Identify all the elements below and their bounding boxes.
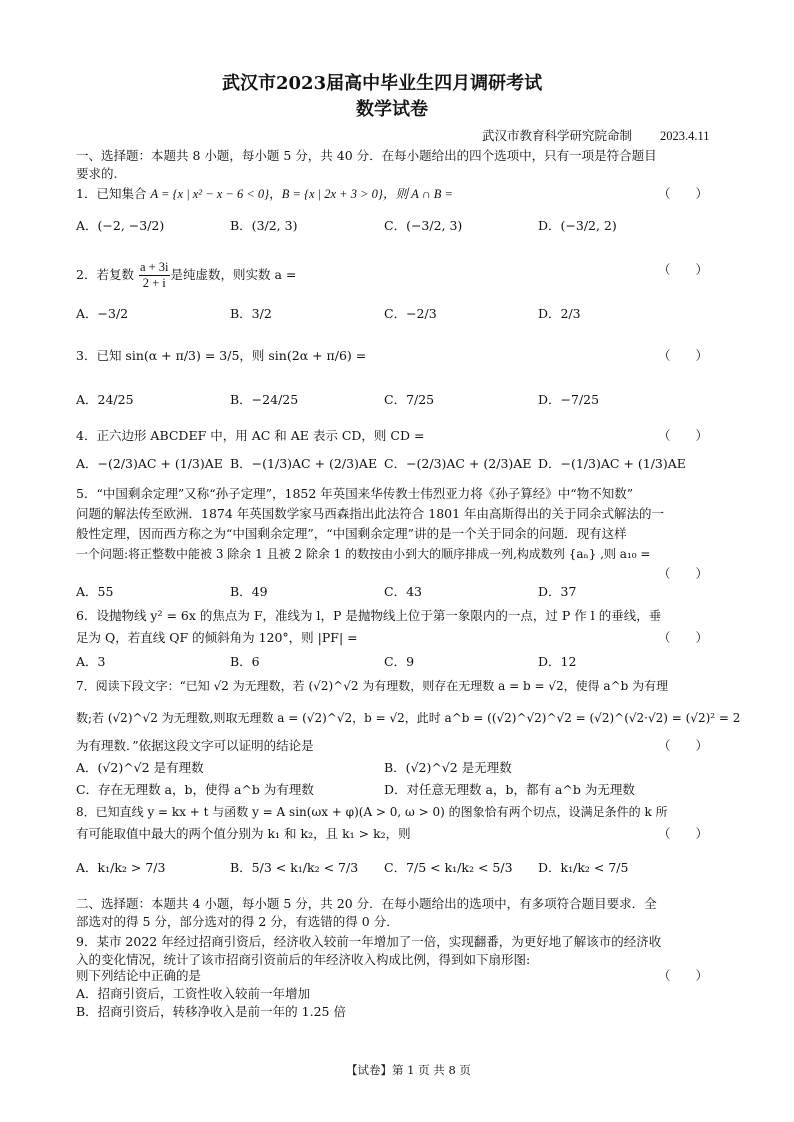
exam-date: 2023.4.11	[660, 129, 710, 143]
q7-option-c[interactable]: C．存在无理数 a，b，使得 a^b 为有理数	[76, 782, 314, 797]
answer-bracket[interactable]: （ ）	[658, 262, 709, 277]
section2-instruction-cont: 部选对的得 5 分，部分选对的得 2 分，有选错的得 0 分．	[76, 914, 399, 929]
q3-option-a[interactable]: A．24/25	[76, 392, 134, 407]
q9-option-a[interactable]: A．招商引资后，工资性收入较前一年增加	[76, 986, 311, 1001]
q3-option-b[interactable]: B．−24/25	[230, 392, 299, 407]
answer-bracket[interactable]: （ ）	[658, 630, 709, 645]
q3-option-c[interactable]: C．7/25	[384, 392, 435, 407]
q2-text-post: 是纯虚数，则实数 a =	[170, 267, 297, 282]
q1-stem: 1．已知集合 A = {x | x² − x − 6 < 0}，B = {x | 2x + 3 > 0}，则 A ∩ B =	[76, 186, 453, 201]
q7-option-a[interactable]: A．(√2)^√2 是有理数	[76, 760, 204, 775]
q5-option-b[interactable]: B．49	[230, 584, 268, 599]
page-subtitle: 数学试卷	[356, 99, 428, 120]
section1-instruction-cont: 要求的.	[76, 166, 118, 181]
q9-option-b[interactable]: B．招商引资后，转移净收入是前一年的 1.25 倍	[76, 1004, 346, 1019]
q2-stem	[76, 260, 296, 291]
q7-option-d[interactable]: D．对任意无理数 a，b，都有 a^b 为无理数	[384, 782, 635, 797]
section2-instruction: 二、选择题：本题共 4 小题，每小题 5 分，共 20 分．在每小题给出的选项中，有多项符合题目要求．全	[76, 896, 657, 911]
q6-line2: 足为 Q，若直线 QF 的倾斜角为 120°，则 |PF| =	[76, 630, 358, 645]
q1-option-c[interactable]: C．(−3/2, 3)	[384, 218, 463, 233]
answer-bracket[interactable]: （ ）	[658, 826, 709, 841]
q8-line2: 有可能取值中最大的两个值分别为 k₁ 和 k₂，且 k₁ > k₂，则	[76, 826, 411, 841]
q9-stem	[76, 934, 661, 950]
q6-option-d[interactable]: D．12	[538, 654, 577, 669]
q8-option-d[interactable]: D．k₁/k₂ < 7/5	[538, 860, 629, 875]
q2-numerator: a + 3i	[139, 260, 169, 274]
answer-bracket[interactable]: （ ）	[658, 186, 709, 201]
q8-option-c[interactable]: C．7/5 < k₁/k₂ < 5/3	[384, 860, 513, 875]
q2-fraction	[139, 260, 170, 291]
q4-option-d[interactable]: D．−(1/3)AC + (1/3)AE	[538, 456, 686, 471]
q2-number: 2．	[76, 267, 97, 282]
issuer: 武汉市教育科学研究院命制	[482, 128, 633, 143]
section1-instruction: 一、选择题：本题共 8 小题，每小题 5 分，共 40 分．在每小题给出的四个选项中，只有一项是符合题目	[76, 148, 657, 163]
q4-number: 4．	[76, 428, 97, 443]
answer-bracket[interactable]: （ ）	[658, 968, 709, 983]
q5-option-a[interactable]: A．55	[76, 584, 114, 599]
q1-text: 已知集合	[96, 186, 147, 201]
q4-option-a[interactable]: A．−(2/3)AC + (1/3)AE	[76, 456, 223, 471]
q6-number: 6．	[76, 608, 97, 623]
q2-option-b[interactable]: B．3/2	[230, 306, 272, 321]
q8-option-a[interactable]: A．k₁/k₂ > 7/3	[76, 860, 166, 875]
q4-option-b[interactable]: B．−(1/3)AC + (2/3)AE	[230, 456, 378, 471]
q8-option-b[interactable]: B．5/3 < k₁/k₂ < 7/3	[230, 860, 359, 875]
q6-option-c[interactable]: C．9	[384, 654, 415, 669]
q9-number: 9．	[76, 934, 97, 949]
q7-line2: 数;若 (√2)^√2 为无理数,则取无理数 a = (√2)^√2，b = √2，此时 a^b = ((√2)^√2)^√2 = (√2)^(√2·√2) = (√2)² = 2	[76, 711, 741, 725]
q1-option-b[interactable]: B．(3/2, 3)	[230, 218, 298, 233]
q2-option-a[interactable]: A．−3/2	[76, 306, 129, 321]
q5-number: 5．	[76, 486, 97, 501]
q3-option-d[interactable]: D．−7/25	[538, 392, 600, 407]
q1-option-a[interactable]: A．(−2, −3/2)	[76, 218, 165, 233]
q2-denominator: 2 + i	[142, 276, 166, 290]
q7-stem	[76, 678, 668, 694]
q1-set-b: B = {x | 2x + 3 > 0}	[281, 187, 383, 201]
q6-option-a[interactable]: A．3	[76, 654, 106, 669]
q1-option-d[interactable]: D．(−3/2, 2)	[538, 218, 617, 233]
q1-number: 1．	[76, 186, 97, 201]
page-footer: 【试卷】第 1 页 共 8 页	[346, 1063, 471, 1077]
q9-line3: 则下列结论中正确的是	[76, 968, 202, 983]
q7-text: 阅读下段文字：“已知 √2 为无理数，若 (√2)^√2 为有理数，则存在无理数 a = b = √2，使得 a^b 为有理	[95, 679, 669, 693]
answer-bracket[interactable]: （ ）	[658, 738, 709, 753]
q8-number: 8．	[76, 805, 96, 819]
q2-text: 若复数	[96, 267, 134, 282]
q1-intersection: ，则 A ∩ B =	[382, 187, 453, 201]
q8-stem	[76, 804, 668, 820]
q8-text: 已知直线 y = kx + t 与函数 y = A sin(ωx + φ)(A > 0, ω > 0) 的图象恰有两个切点，设满足条件的 k 所	[95, 805, 668, 819]
q5-option-c[interactable]: C．43	[384, 584, 422, 599]
q9-line2: 入的变化情况，统计了该市招商引资前后的年经济收入构成比例，得到如下扇形图:	[76, 952, 531, 967]
q9-text: 某市 2022 年经过招商引资后，经济收入较前一年增加了一倍，实现翻番，为更好地了解该市的经济收	[96, 934, 662, 949]
q4-text: 正六边形 ABCDEF 中，用 AC 和 AE 表示 CD，则 CD =	[96, 428, 425, 443]
page-title: 武汉市2023届高中毕业生四月调研考试	[222, 73, 543, 94]
q4-option-c[interactable]: C．−(2/3)AC + (2/3)AE	[384, 456, 532, 471]
q3-number: 3．	[76, 348, 97, 363]
q4-stem	[76, 428, 424, 444]
q1-set-a: A = {x | x² − x − 6 < 0}	[150, 187, 270, 201]
q6-option-b[interactable]: B．6	[230, 654, 260, 669]
q6-text: 设抛物线 y² = 6x 的焦点为 F，准线为 l，P 是抛物线上位于第一象限内的一点，过 P 作 l 的垂线，垂	[96, 608, 662, 623]
q5-line2: 问题的解法传至欧洲．1874 年英国数学家马西森指出此法符合 1801 年由高斯得出的关于同余式解法的一	[76, 506, 665, 521]
answer-bracket[interactable]: （ ）	[658, 428, 709, 443]
q5-option-d[interactable]: D．37	[538, 584, 577, 599]
q5-line4: 一个问题:将正整数中能被 3 除余 1 且被 2 除余 1 的数按由小到大的顺序排成一列,构成数列 {aₙ} ,则 a₁₀ =	[76, 547, 651, 561]
q3-stem	[76, 348, 366, 364]
q2-option-d[interactable]: D．2/3	[538, 306, 581, 321]
q7-line3: 为有理数．”依据这段文字可以证明的结论是	[76, 738, 314, 753]
q5-line3: 般性定理，因而西方称之为“中国剩余定理”，“中国剩余定理”讲的是一个关于同余的问题．现有这样	[76, 526, 627, 541]
q6-stem	[76, 608, 661, 624]
answer-bracket[interactable]: （ ）	[658, 348, 709, 363]
q3-text: 已知 sin(α + π/3) = 3/5，则 sin(2α + π/6) =	[96, 348, 367, 363]
q7-option-b[interactable]: B．(√2)^√2 是无理数	[384, 760, 512, 775]
answer-bracket[interactable]: （ ）	[658, 566, 709, 581]
q5-stem	[76, 486, 633, 502]
q2-option-c[interactable]: C．−2/3	[384, 306, 437, 321]
q7-number: 7．	[76, 679, 96, 693]
q5-text: “中国剩余定理”又称“孙子定理”，1852 年英国来华传教士伟烈亚力将《孙子算经》中“物不知数”	[96, 486, 634, 501]
